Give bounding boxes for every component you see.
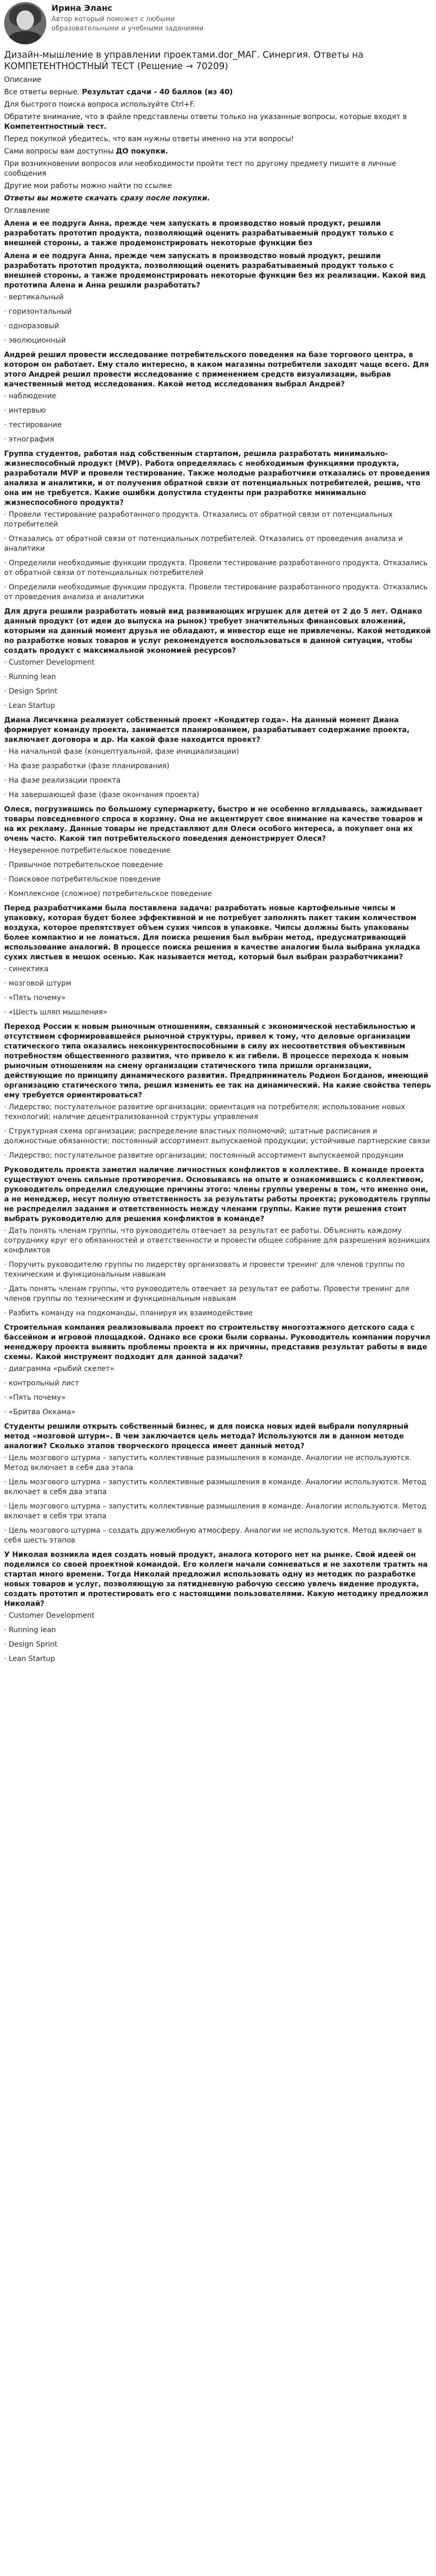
answer-option xyxy=(4,558,432,578)
answer-option xyxy=(4,993,432,1003)
answer-option xyxy=(4,336,432,346)
answer-option-text: Lean Startup xyxy=(8,1655,55,1663)
bullet-icon: · xyxy=(4,1454,9,1462)
bullet-icon: · xyxy=(4,421,9,429)
answer-option xyxy=(4,1611,432,1621)
author-avatar[interactable] xyxy=(4,2,46,44)
bullet-icon: · xyxy=(4,1127,9,1136)
help-note: При возникновении вопросов или необходимости пройти тест по другому предмету пишите в личные сообщения xyxy=(4,160,396,178)
bullet-icon: · xyxy=(4,511,9,519)
bullet-icon: · xyxy=(4,1527,9,1535)
answer-option xyxy=(4,658,432,668)
answer-option xyxy=(4,964,432,974)
question-text: Олеся, погрузившись по большому супермаркету, быстро и не особенно вглядываясь, зажидывает товары повседневного спроса в корзину. Она не акцентирует свое внимание на качестве товаров и на их рекламу. Данные товары не представляют для Олеси особого интереса, а покупает она их очень часто. Какой тип потребительского поведения демонстрирует Олеся? xyxy=(4,805,423,843)
answer-options xyxy=(4,964,432,1018)
answer-option-text: тестирование xyxy=(8,421,62,429)
bullet-icon: · xyxy=(4,1626,9,1634)
answer-option-text: синектика xyxy=(8,965,49,973)
answer-options xyxy=(4,1453,432,1546)
answer-option xyxy=(4,701,432,711)
bullet-icon: · xyxy=(4,748,9,756)
toc-label: Оглавление xyxy=(4,207,50,215)
bullet-icon: · xyxy=(4,994,9,1002)
bullet-icon: · xyxy=(4,1008,9,1016)
answer-option-text: наблюдение xyxy=(8,392,57,400)
answer-option xyxy=(4,406,432,416)
answer-option xyxy=(4,1625,432,1635)
bullet-icon: · xyxy=(4,1502,9,1511)
answer-option xyxy=(4,1226,432,1256)
available-note xyxy=(4,147,432,157)
answer-option-text: Цель мозгового штурма – запустить коллективные размышления в команде. Аналогии не используются. Метод включает в себя два этапа xyxy=(4,1454,412,1472)
answer-option-text: Разбить команду на подкоманды, планируя их взаимодействие xyxy=(8,1309,253,1317)
answer-option xyxy=(4,1284,432,1304)
answer-option xyxy=(4,846,432,856)
answer-option-text: Неуверенное потребительское поведение xyxy=(8,846,171,855)
answer-option xyxy=(4,672,432,682)
bullet-icon: · xyxy=(4,583,9,591)
bullet-icon: · xyxy=(4,673,9,681)
answer-option xyxy=(4,1309,432,1318)
answer-option-text: Running lean xyxy=(8,1626,56,1634)
answer-option xyxy=(4,687,432,697)
answer-option-text: Customer Development xyxy=(8,1612,95,1620)
question-text: Студенты решили открыть собственный бизнес, и для поиска новых идей выбрали популярный метод «мозговой штурм». В чем заключается цель метода? Используются ли в данном методе аналогии? Сколько этапов творческого процесса имеет данный метод? xyxy=(4,1422,409,1450)
question-list xyxy=(4,219,432,1664)
answer-options xyxy=(4,1611,432,1664)
answer-option xyxy=(4,776,432,786)
answer-option xyxy=(4,1526,432,1546)
answer-options xyxy=(4,1226,432,1318)
answer-option-text: Дать понять членам группы, что руководитель отвечает за результат ее работы. Объяснить каждому сотруднику круг его обязанностей и ответственности и провести общее собрание для разрешения возникших конфликтов xyxy=(4,1227,430,1255)
answer-option-text: Лидерство; постулательное развитие организации; ориентация на потребителя; использование новых технологий; наличие децентрализованной структуры управления xyxy=(4,1103,406,1121)
answer-option-text: Дать понять членам группы, что руководитель отвечает за результат ее работы. Провести тренинг для членов группы по техническим и функциональным навыкам xyxy=(4,1285,409,1303)
answer-option xyxy=(4,583,432,602)
answer-options xyxy=(4,846,432,899)
answer-option xyxy=(4,1008,432,1018)
answer-option-text: Цель мозгового штурма – запустить коллективные размышления в команде. Аналогии используются. Метод включает в себя два этапа xyxy=(4,1478,427,1496)
author-card xyxy=(4,0,432,49)
question-text: Перед разработчиками была поставлена задача: разработать новые картофельные чипсы и упаковку, которая будет более эффективной и не потребует заполнять пакет таким количеством воздуха, которое препятствует объем сухих чипсов в упаковке. Чипсы должны быть упакованы более компактно и не ломаться. Для поиска решения был выбран метод, предусматривающий использование аналогий. В процессе поиска решения в качестве аналогии была выбрана укладка сухих листьев в мешок осенью. Как называется метод, который был выбран разработчиками? xyxy=(4,904,421,961)
answer-option-text: На фазе разработки (фазе планирования) xyxy=(8,762,170,770)
answer-option xyxy=(4,761,432,771)
answer-option xyxy=(4,307,432,317)
answer-option xyxy=(4,392,432,401)
bullet-icon: · xyxy=(4,535,9,543)
bullet-icon: · xyxy=(4,1309,9,1317)
answer-options xyxy=(4,658,432,711)
answer-option xyxy=(4,1393,432,1403)
answer-option-text: Определили необходимые функции продукта. Провели тестирование разработанного продукта. Отказались от обратной связи от потенциальных потребителей xyxy=(4,559,428,577)
answer-option-text: На фазе реализации проекта xyxy=(8,776,121,785)
answer-option-text: Провели тестирование разработанного продукта. Отказались от обратной связи от потенциальных потребителей xyxy=(4,511,393,529)
answer-option-text: «Бритва Оккама» xyxy=(8,1408,76,1416)
answer-option xyxy=(4,1408,432,1417)
answer-option-text: Комплексное (сложное) потребительское поведение xyxy=(8,890,212,898)
bullet-icon: · xyxy=(4,687,9,696)
attention-bold: Компетентностный тест. xyxy=(4,123,107,131)
bullet-icon: · xyxy=(4,1285,9,1293)
bullet-icon: · xyxy=(4,1151,9,1160)
answer-option xyxy=(4,321,432,331)
author-name[interactable]: Ирина Эланс xyxy=(51,3,113,13)
bullet-icon: · xyxy=(4,308,9,316)
answer-option-text: Привычное потребительское поведение xyxy=(8,861,163,869)
bullet-icon: · xyxy=(4,1408,9,1416)
answer-option xyxy=(4,1379,432,1388)
answer-options xyxy=(4,1103,432,1161)
answer-option xyxy=(4,1478,432,1497)
answer-option xyxy=(4,1260,432,1280)
answer-option xyxy=(4,1151,432,1161)
bullet-icon: · xyxy=(4,322,9,330)
bullet-icon: · xyxy=(4,1227,9,1235)
answer-option xyxy=(4,979,432,989)
answer-option xyxy=(4,1453,432,1473)
bullet-icon: · xyxy=(4,1261,9,1269)
answer-option-text: интервью xyxy=(8,406,46,415)
bullet-icon: · xyxy=(4,559,9,567)
bullet-icon: · xyxy=(4,1478,9,1486)
quick-search-hint: Для быстрого поиска вопроса используйте Ctrl+F. xyxy=(4,100,195,109)
author-info xyxy=(51,0,206,33)
answer-option-text: «Пять почему» xyxy=(8,1394,66,1402)
result-score: Результат сдачи - 40 баллов (из 40) xyxy=(82,88,233,96)
answer-option-text: горизонтальный xyxy=(8,308,72,316)
question-text: Группа студентов, работая над собственным стартапом, решила разработать минимально-жизнеспособный продукт (MVP). Работа определялась с необходимым функциями продукта, разработали MVP и провели тестирование. Также молодые разработчики отказались от проведения анализа и аналитики, и от получения обратной связи от потенциальных потребителей, решив, что она им не требуется. Какие ошибки допустила студенты при разработке минимально жизнеспособного продукта? xyxy=(4,450,430,507)
bullet-icon: · xyxy=(4,861,9,869)
question-text: Для друга решили разработать новый вид развивающих игрушек для детей от 2 до 5 лет. Однако данный продукт (от идеи до выпуска на рынок) требует значительных финансовых вложений, которыми на данный момент друзья не обладают, и инвестор еще не привлечены. Какой методикой по разработке новых товаров и услуг рекомендуется воспользоваться в данной ситуации, чтобы создать продукт с максимальной экономией ресурсов? xyxy=(4,607,431,655)
answer-option-text: Поисковое потребительское поведение xyxy=(8,875,161,884)
bullet-icon: · xyxy=(4,336,9,345)
question-text: Андрей решил провести исследование потребительского поведения на базе торгового центра, в котором он работает. Ему стало интересно, в каком магазины потребители заходят чаще всего. Для этого Андрей решил провести исследование с применением средств визуализации, выбрав качественный метод исследования. Какой метод исследования выбрал Андрей? xyxy=(4,351,429,388)
available-text: Сами вопросы вам доступны xyxy=(4,147,116,156)
bullet-icon: · xyxy=(4,965,9,973)
answer-option xyxy=(4,1103,432,1122)
answer-option-text: «Пять почему» xyxy=(8,994,66,1002)
answer-option xyxy=(4,875,432,885)
answer-option-text: Running lean xyxy=(8,673,56,681)
answer-option xyxy=(4,420,432,430)
answer-option xyxy=(4,747,432,757)
bullet-icon: · xyxy=(4,1365,9,1373)
question-text: У Николая возникла идея создать новый продукт, аналога которого нет на рынке. Свой идеей он поделился со своей проектной командой. Его коллеги начали сомневаться и не захотели тратить на стартап много времени. Тогда Николай предложил использовать одну из методик по разработке новых товаров и услуг, позволяющую за пятидневную рабочую сессию увлечь видение продукта, создать прототип и протестировать его с настоящими пользователями. Какую методику предложил Николай? xyxy=(4,1551,429,1608)
attention-text: Обратите внимание, что в файле представлены ответы только на указанные вопросы, которые входят в xyxy=(4,113,407,121)
answer-options xyxy=(4,293,432,346)
answer-option xyxy=(4,889,432,899)
answer-option-text: вертикальный xyxy=(8,293,64,301)
answer-option-text: Лидерство; постулательное развитие организации; постоянный ассортимент выпускаемой продукции xyxy=(8,1151,404,1160)
answer-option-text: этнография xyxy=(8,435,54,444)
answer-option-text: Customer Development xyxy=(8,658,95,667)
after-purchase-note: Ответы вы можете скачать сразу после покупки. xyxy=(4,194,210,202)
other-works-link[interactable]: Другие мои работы можно найти по ссылке xyxy=(4,182,172,190)
all-answers-text: Все ответы верные. xyxy=(4,88,82,96)
answer-option-text: мозговой штурм xyxy=(8,979,72,988)
answer-options xyxy=(4,747,432,800)
answer-option-text: диаграмма «рыбий скелет» xyxy=(8,1365,115,1373)
bullet-icon: · xyxy=(4,776,9,785)
answer-option-text: Отказались от обратной связи от потенциальных потребителей. Отказались от проведения анализа и аналитики xyxy=(4,535,403,553)
answer-options xyxy=(4,510,432,602)
bullet-icon: · xyxy=(4,293,9,301)
answer-option xyxy=(4,510,432,530)
question-text: Переход России к новым рыночным отношениям, связанный с экономической нестабильностью и отсутствием сформировавшейся рыночной структуры, привел к тому, что деловые организации статического типа оказались неконкурентоспособными в силу их несоответствия объективным потребностям общественного развития, что привело к их гибели. В процессе перехода к новым рыночным отношениям на смену организации статического типа пришли организации, действующие по принципу динамического развития. Предприниматель Родион Богданов, имеющий организацию статического типа, решил изменить ее так на динамический. На какие свойства теперь ему требуется ориентироваться? xyxy=(4,1023,431,1099)
answer-option-text: «Шесть шляп мышления» xyxy=(8,1008,108,1016)
answer-option-text: Design Sprint xyxy=(8,687,58,696)
available-bold: ДО покупки. xyxy=(116,147,168,156)
bullet-icon: · xyxy=(4,1612,9,1620)
question-text: Диана Лисичкина реализует собственный проект «Кондитер года». На данный момент Диана формирует команду проекта, занимается планированием, разрабатывает содержание проекта, заключает договора и др. На какой фазе находится проект? xyxy=(4,716,410,744)
answer-option xyxy=(4,435,432,445)
answer-option-text: Поручить руководителю группы по лидерству организовать и провести тренинг для членов группы по техническим и функциональным навыкам xyxy=(4,1261,405,1279)
bullet-icon: · xyxy=(4,762,9,770)
check-prompt: Перед покупкой убедитесь, что вам нужны ответы именно на эти вопросы! xyxy=(4,135,294,143)
bullet-icon: · xyxy=(4,435,9,444)
answer-option-text: Design Sprint xyxy=(8,1640,58,1649)
answer-option xyxy=(4,860,432,870)
answer-option-text: Определили необходимые функции продукта. Провели тестирование разработанного продукта. Отказались от проведения анализа и аналитики xyxy=(4,583,428,601)
answer-option-text: Цель мозгового штурма – создать дружелюбную атмосферу. Аналогии не используются. Метод включает в себя шесть этапов xyxy=(4,1527,422,1545)
page-title: Дизайн-мышление в управлении проектами.dor_МАГ. Синергия. Ответы на КОМПЕТЕНТНОСТНЫЙ ТЕСТ (Решение → 70209) xyxy=(4,50,364,72)
bullet-icon: · xyxy=(4,1379,9,1387)
question-text: Строительная компания реализовывала проект по строительству многоэтажного детского сада с бассейном и игровой площадкой. Однако все сроки были сорваны. Руководитель компании поручил менеджеру проекта выявить проблемы проекта и их причины, представив результат работы в виде схемы. Какой инструмент подходит для данной задачи? xyxy=(4,1324,431,1361)
answer-option xyxy=(4,1364,432,1374)
bullet-icon: · xyxy=(4,658,9,667)
bullet-icon: · xyxy=(4,1640,9,1649)
question-text: Алена и ее подруга Анна, прежде чем запускать в производство новый продукт, решили разработать прототип продукта, позволяющий оценить разрабатываемый продукт только с внешней стороны, а также продемонстрировать некоторые функции без их реализации. Какой вид прототипа Алена и Анна решили разработать? xyxy=(4,252,426,290)
bullet-icon: · xyxy=(4,846,9,855)
page xyxy=(4,0,432,1664)
answer-option xyxy=(4,1502,432,1521)
bullet-icon: · xyxy=(4,406,9,415)
answer-option-text: Структурная схема организации; распределение властных полномочий; штатные расписания и должностные обязанности; постоянный ассортимент выпускаемой продукции; устойчивые партнерские связи xyxy=(4,1127,430,1145)
bullet-icon: · xyxy=(4,1655,9,1663)
answer-options xyxy=(4,1364,432,1417)
question-text: Алена и ее подруга Анна, прежде чем запускать в производство новый продукт, решили разработать прототип продукта, позволяющий оценить разрабатываемый продукт только с внешней стороны, а также продемонстрировать некоторые функции без xyxy=(4,219,394,247)
answer-option-text: На завершающей фазе (фазе окончания проекта) xyxy=(8,791,199,799)
bullet-icon: · xyxy=(4,890,9,898)
answer-option-text: одноразовый xyxy=(8,322,59,330)
description-label: Описание xyxy=(4,76,42,84)
author-description: Автор который поможет с любыми образовательными и учебными заданиями xyxy=(51,15,204,32)
attention-note xyxy=(4,112,432,132)
answer-option xyxy=(4,1654,432,1664)
bullet-icon: · xyxy=(4,791,9,799)
bullet-icon: · xyxy=(4,1394,9,1402)
bullet-icon: · xyxy=(4,875,9,884)
answer-option xyxy=(4,1127,432,1146)
answer-option-text: Lean Startup xyxy=(8,702,55,710)
answer-options xyxy=(4,392,432,445)
answer-option-text: На начальной фазе (концептуальной, фазе инициализации) xyxy=(8,748,239,756)
answer-option xyxy=(4,534,432,554)
answer-option xyxy=(4,293,432,302)
answer-option-text: Цель мозгового штурма – запустить коллективные размышления в команде. Аналогии используются. Метод включает в себя три этапа xyxy=(4,1502,427,1520)
answer-option-text: контрольный лист xyxy=(8,1379,79,1387)
bullet-icon: · xyxy=(4,392,9,400)
answer-option-text: эволюционный xyxy=(8,336,66,345)
question-text: Руководитель проекта заметил наличие личностных конфликтов в коллективе. В команде проекта существуют очень сильные противоречия. Основываясь на опыте и ознакомившись с коллективом, руководитель определил следующие причины этого: члены группы уверены в том, что именно они, а не менеджер, несут полную ответственность за результаты работы проекта; руководитель группы не распределил задания и ответственность между членами группы. Какие пути решения стоит выбрать руководителю для решения конфликтов в команде? xyxy=(4,1166,431,1223)
answer-option xyxy=(4,1640,432,1650)
result-line xyxy=(4,88,432,97)
bullet-icon: · xyxy=(4,979,9,988)
bullet-icon: · xyxy=(4,1103,9,1111)
answer-option xyxy=(4,790,432,800)
bullet-icon: · xyxy=(4,702,9,710)
